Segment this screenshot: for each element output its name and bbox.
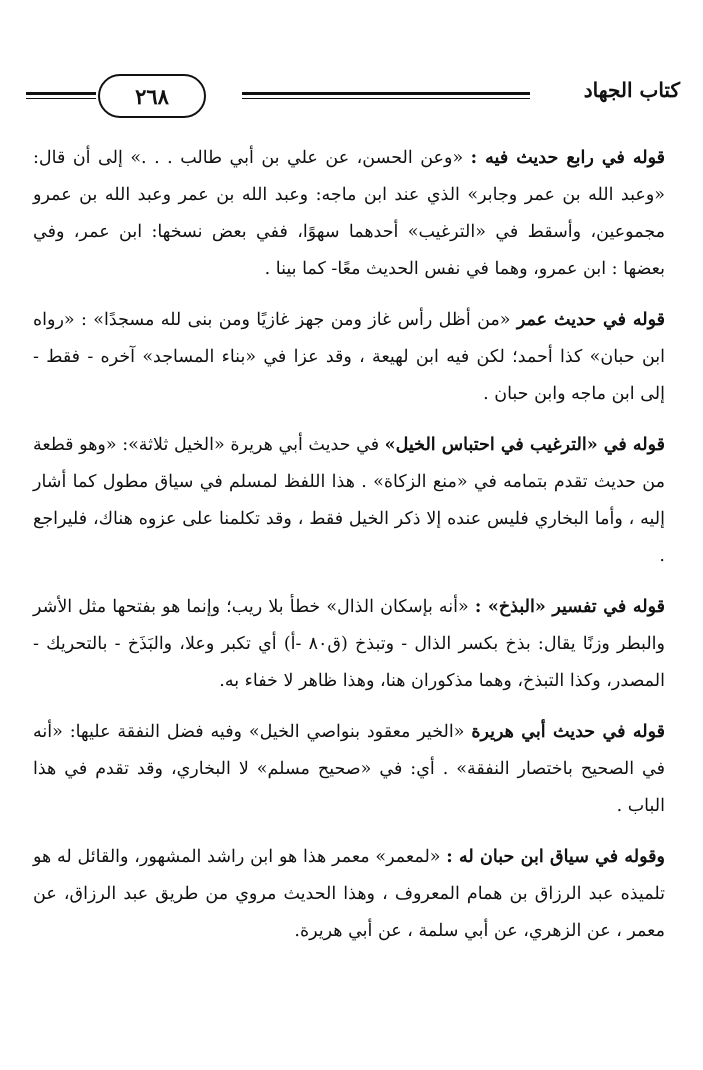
- paragraph-lead: قوله في حديث أبي هريرة: [471, 722, 665, 742]
- paragraph: [33, 714, 665, 825]
- paragraph-text: «أنه بإسكان الذال» خطأ بلا ريب؛ وإنما هو بفتحها مثل الأشر والبطر وزنًا يقال: بذخ بكسر الذال - وتبذخ (ق٨٠ -أ) أي تكبر وعلا، والبَذَخ - بالتحريك - المصدر، وكذا التبذخ، وهما مذكوران هنا، وهذا ظاهر لا خفاء به.: [33, 597, 665, 691]
- paragraph-lead: قوله في حديث عمر: [516, 310, 665, 330]
- paragraph-text: «لمعمر» معمر هذا هو ابن راشد المشهور، والقائل له هو تلميذه عبد الرزاق بن همام المعروف ، وهذا الحديث مروي من طريق عبد الرزاق، عن معمر ، عن الزهري، عن أبي سلمة ، عن أبي هريرة.: [33, 847, 665, 941]
- paragraph-text: «الخير معقود بنواصي الخيل» وفيه فضل النفقة عليها: «أنه في الصحيح باختصار النفقة» . أي: في «صحيح مسلم» لا البخاري، وقد تقدم في هذا الباب .: [33, 722, 665, 816]
- paragraph-lead: قوله في رابع حديث فيه :: [470, 148, 665, 168]
- paragraph: [33, 839, 665, 950]
- paragraph: [33, 427, 665, 575]
- paragraph: [33, 589, 665, 700]
- page-number-frame: [98, 74, 206, 118]
- running-title: كتاب الجهاد: [583, 78, 680, 102]
- page-header: [20, 72, 680, 122]
- header-rule-right: [242, 92, 530, 95]
- paragraph-lead: قوله في «الترغيب في احتباس الخيل»: [384, 435, 665, 455]
- paragraph: [33, 140, 665, 288]
- header-rule-left: [26, 92, 96, 95]
- paragraph-text: «وعن الحسن، عن علي بن أبي طالب . . .» إلى أن قال: «وعبد الله بن عمر وجابر» الذي عند ابن ماجه: وعبد الله بن عمر وعبد الله بن عمرو مجموعين، وأسقط في «الترغيب» أحدهما سهوًا، ففي بعض نسخها: ابن عمر، وفي بعضها : ابن عمرو، وهما في نفس الحديث معًا- كما بينا .: [33, 148, 665, 279]
- paragraph-text: «من أظل رأس غاز ومن جهز غازيًا ومن بنى لله مسجدًا» : «رواه ابن حبان» كذا أحمد؛ لكن فيه ابن لهيعة ، وقد عزا في «بناء المساجد» آخره - فقط - إلى ابن ماجه وابن حبان .: [33, 310, 665, 404]
- header-rule-left-thin: [26, 98, 96, 99]
- page-body: [33, 140, 665, 964]
- paragraph-text: في حديث أبي هريرة «الخيل ثلاثة»: «وهو قطعة من حديث تقدم بتمامه في «منع الزكاة» . هذا اللفظ لمسلم في سياق مطول كما أشار إليه ، وأما البخاري فليس عنده إلا ذكر الخيل فقط ، وقد تكلمنا على عزوه هناك، فليراجع .: [33, 435, 665, 566]
- paragraph-lead: قوله في تفسير «البذخ» :: [474, 597, 665, 617]
- paragraph-lead: وقوله في سياق ابن حبان له :: [446, 847, 665, 867]
- header-rule-right-thin: [242, 98, 530, 99]
- paragraph: [33, 302, 665, 413]
- page-number: ٢٦٨: [135, 83, 169, 109]
